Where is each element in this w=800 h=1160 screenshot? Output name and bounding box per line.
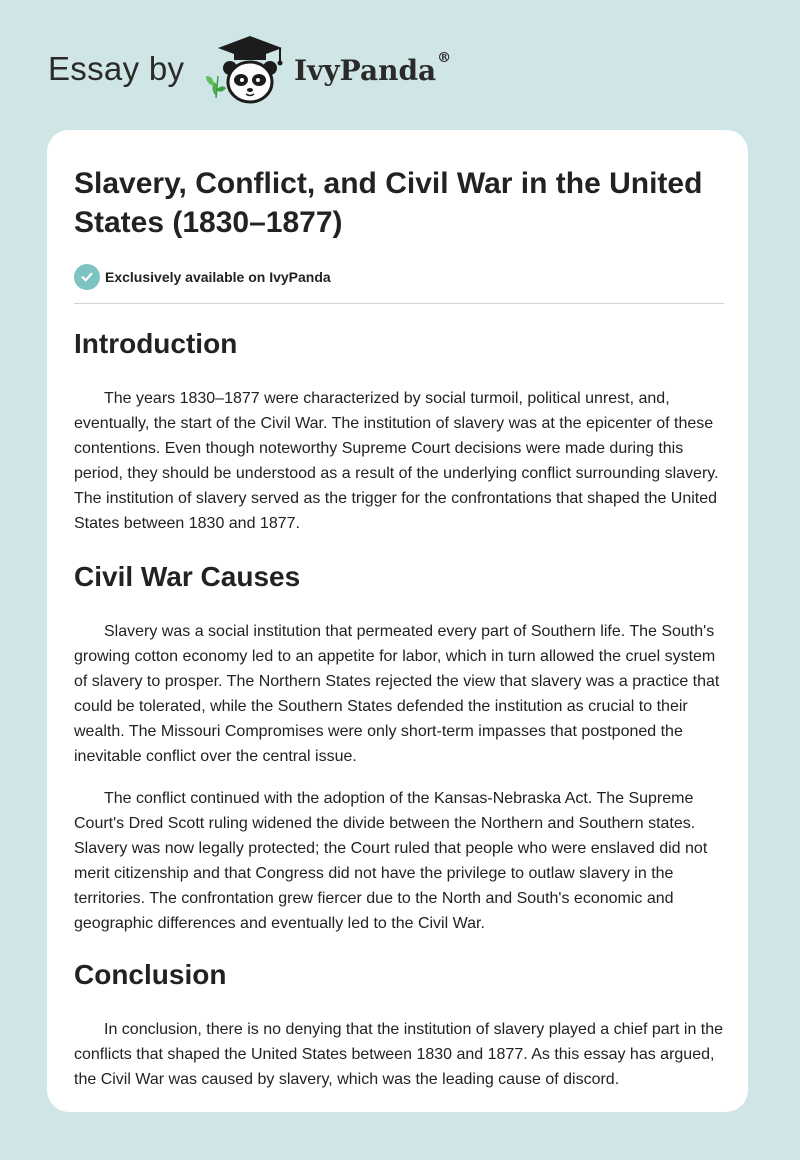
paragraph-introduction: The years 1830–1877 were characterized by social turmoil, political unrest, and, eventually, the start of the Civil War. The institution of slavery was at the epicenter of these contentions. Even though noteworthy Supreme Court decisions were made during this period, they should be understood as a result of the underlying conflict surrounding slavery. The institution of slavery served as the trigger for the confrontations that shaped the United States between 1830 and 1877. — [74, 390, 719, 532]
section-heading-civil-war-causes: Civil War Causes — [74, 561, 301, 592]
essay-card — [47, 130, 748, 1112]
essay-title: Slavery, Conflict, and Civil War in the United States (1830–1877) — [74, 167, 703, 239]
check-circle-icon — [74, 264, 100, 290]
site-header — [0, 0, 800, 130]
panda-graduate-logo-icon[interactable] — [200, 30, 290, 110]
trademark-symbol: ® — [437, 50, 452, 66]
paragraph-causes-1: Slavery was a social institution that permeated every part of Southern life. The South's growing cotton economy led to an appetite for labor, which in turn allowed the cruel system of slavery to prosper. The Northern States rejected the view that slavery was a practice that could be tolerated, while the Southern States defended the institution as crucial to their wealth. The Missouri Compromises were only short-term impasses that postponed the inevitable conflict over the central issue. — [74, 623, 720, 765]
exclusive-label: Exclusively available on IvyPanda — [105, 269, 331, 285]
brand-text: IvyPanda — [294, 54, 437, 87]
paragraph-conclusion: In conclusion, there is no denying that the institution of slavery played a chief part in the conflicts that shaped the United States between 1830 and 1877. As this essay has argued, the Civil War was caused by slavery, which was the leading cause of discord. — [74, 1021, 724, 1088]
ivy-leaf-icon — [206, 76, 226, 98]
essay-content — [74, 164, 724, 1092]
section-heading-conclusion: Conclusion — [74, 959, 227, 990]
section-heading-introduction: Introduction — [74, 328, 238, 359]
paragraph-causes-2: The conflict continued with the adoption of the Kansas-Nebraska Act. The Supreme Court's Dred Scott ruling widened the divide between the Northern and Southern states. Slavery was now legally protected; the Court ruled that people who were enslaved did not merit citizenship and that Congress did not have the privilege to outlaw slavery in the territories. The confrontation grew fiercer due to the North and South's economic and geographic differences and eventually led to the Civil War. — [74, 790, 708, 932]
essay-by-label: Essay by — [48, 50, 185, 87]
exclusive-badge — [74, 264, 724, 290]
brand-name[interactable] — [294, 50, 452, 87]
divider — [74, 303, 724, 304]
